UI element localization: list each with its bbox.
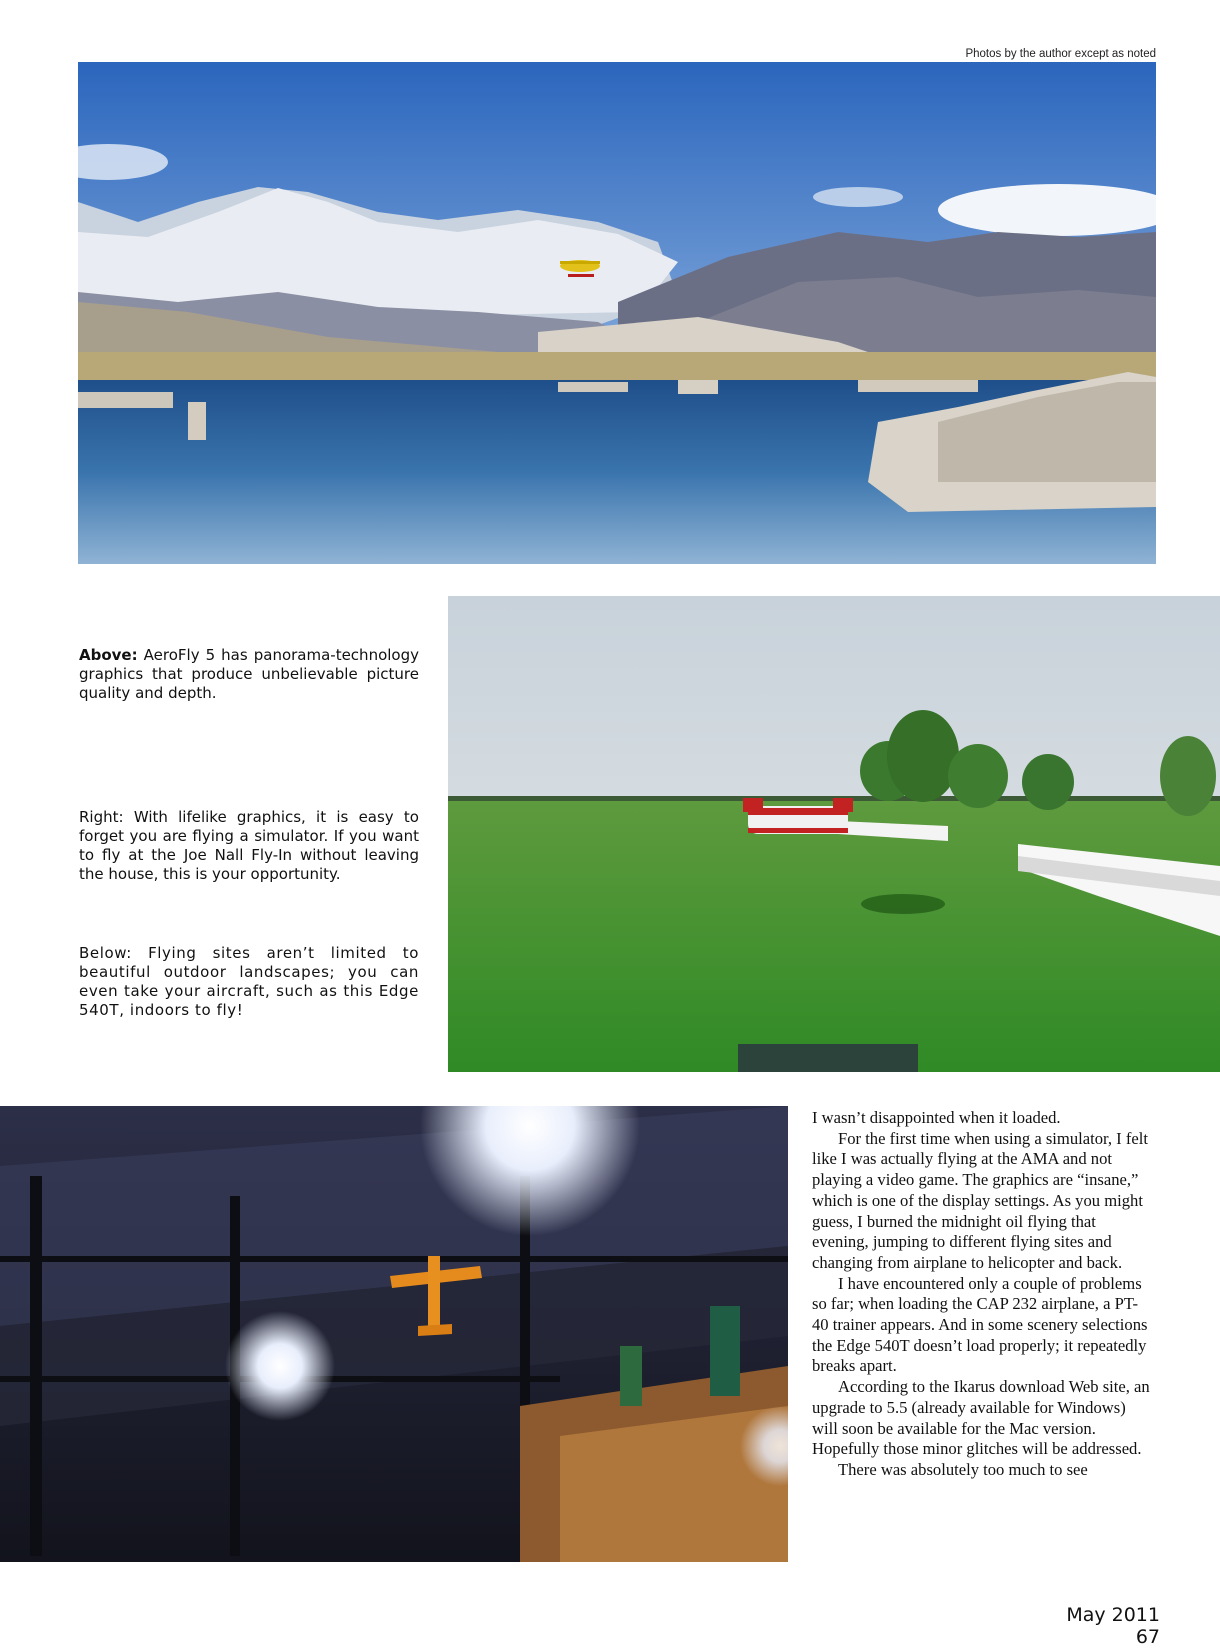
photo-credit: Photos by the author except as noted: [965, 48, 1156, 60]
body-paragraph-4: According to the Ikarus download Web site, an upgrade to 5.5 (already available for Windows) will soon be available for the Mac version. Hopefully those minor glitches will be addressed.: [812, 1377, 1150, 1459]
caption-above-label: Above:: [79, 646, 138, 664]
article-body: [812, 1108, 1152, 1481]
body-paragraph-1: I wasn’t disappointed when it loaded.: [812, 1108, 1061, 1127]
airfield-helicopter-photo: [448, 596, 1220, 1072]
mountain-lake-photo: [78, 62, 1156, 564]
caption-right-text: With lifelike graphics, it is easy to forget you are flying a simulator. If you want to fly at the Joe Nall Fly-In without leaving the house, this is your opportunity.: [79, 808, 419, 883]
caption-right-label: Right:: [79, 808, 124, 826]
caption-right: [79, 808, 419, 884]
caption-above-text: AeroFly 5 has panorama-technology graphics that produce unbelievable picture quality and depth.: [79, 646, 419, 702]
caption-below-text: Flying sites aren’t limited to beautiful outdoor landscapes; you can even take your aircraft, such as this Edge 540T, indoors to fly!: [79, 944, 419, 1019]
caption-above: [79, 646, 419, 703]
caption-below-label: Below:: [79, 944, 132, 962]
body-paragraph-2: For the first time when using a simulator, I felt like I was actually flying at the AMA and not playing a video game. The graphics are “insane,” which is one of the display settings. As you might guess, I burned the midnight oil flying that evening, jumping to different flying sites and changing from airplane to helicopter and back.: [812, 1128, 1148, 1272]
body-paragraph-5: There was absolutely too much to see: [838, 1459, 1088, 1479]
caption-below: [79, 944, 419, 1020]
indoor-hangar-photo: [0, 1106, 788, 1562]
page-folio: May 2011 67: [1066, 1604, 1160, 1648]
body-paragraph-3: I have encountered only a couple of problems so far; when loading the CAP 232 airplane, a PT-40 trainer appears. And in some scenery selections the Edge 540T doesn’t load properly; it repeatedly breaks apart.: [812, 1273, 1148, 1376]
